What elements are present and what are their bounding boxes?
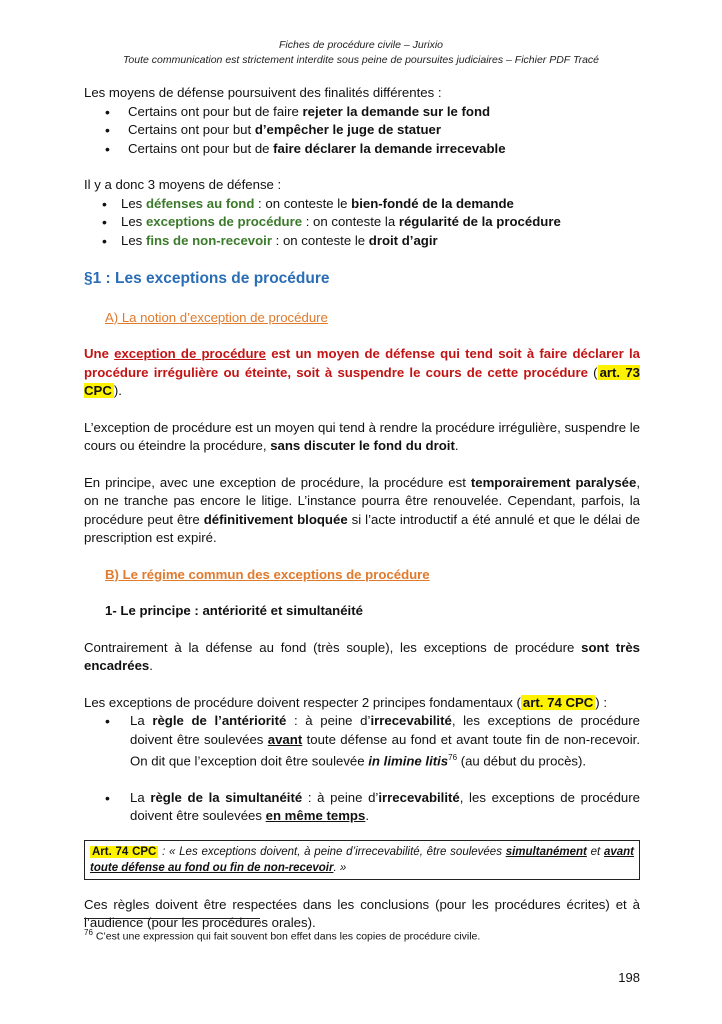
paragraph: Les moyens de défense poursuivent des finalités différentes : — [84, 85, 442, 100]
page-header — [0, 38, 722, 68]
list-item: • Les exceptions de procédure : on conteste la régularité de la procédure — [84, 213, 640, 232]
page-number: 198 — [618, 970, 640, 985]
paragraph: En principe, avec une exception de procédure, la procédure est temporairement paralysée, on ne tranche pas encore le litige. L’instance pourra être renouvelée. Cependant, parfois, la procédure peut être définitivement bloquée si l’acte introductif a été annulé et que le délai de prescription est expiré. — [84, 474, 640, 545]
page-body — [84, 84, 640, 933]
paragraph: Il y a donc 3 moyens de défense : — [84, 177, 282, 192]
paragraph: L’exception de procédure est un moyen qui tend à rendre la procédure irrégulière, suspendre le cours ou éteindre la procédure, sans discuter le fond du droit. — [84, 419, 640, 453]
list-item: • La règle de l’antériorité : à peine d’irrecevabilité, les exceptions de procédure doivent être soulevées avant toute défense au fond et avant toute fin de non-recevoir. On dit que l’exception doit être soulevée in limine litis$^{76}$ (au début du procès). — [84, 712, 640, 771]
header-title: Fiches de procédure civile – Jurixio — [279, 39, 443, 51]
footnote: $^{76}$ C’est une expression qui fait souvent bon effet dans les copies de procédure civile. — [84, 928, 481, 943]
subsection-title-a: A) La notion d’exception de procédure — [105, 309, 328, 325]
means-list — [84, 195, 640, 251]
paragraph: Ces règles doivent être respectées dans les conclusions (pour les procédures écrites) et à l’audience (pour les procédures orales). — [84, 896, 640, 931]
footnote-divider — [84, 918, 260, 919]
list-item: • Les fins de non-recevoir : on conteste le droit d’agir — [84, 232, 640, 251]
header-notice: Toute communication est strictement interdite sous peine de poursuites judiciaires – Fichier PDF Tracé — [122, 54, 600, 66]
list-item: • Certains ont pour but d’empêcher le juge de statuer — [84, 121, 640, 140]
list-item: • Les défenses au fond : on conteste le bien-fondé de la demande — [84, 195, 640, 214]
paragraph: Contrairement à la défense au fond (très souple), les exceptions de procédure sont très encadrées. — [84, 639, 640, 673]
list-item: • La règle de la simultanéité : à peine d’irrecevabilité, les exceptions de procédure doivent être soulevées en même temps. — [84, 789, 640, 826]
list-item: • Certains ont pour but de faire rejeter la demande sur le fond — [84, 103, 640, 122]
article-quote-box: Art. 74 CPC : « Les exceptions doivent, à peine d’irrecevabilité, être soulevées simultanément et avant toute défense au fond ou fin de non-recevoir. » — [84, 840, 640, 880]
rules-list — [84, 712, 640, 826]
definition-paragraph: Une exception de procédure est un moyen de défense qui tend soit à faire déclarer la procédure irrégulière ou éteinte, soit à suspendre le cours de cette procédure ( art. 73 CPC ). — [84, 346, 641, 398]
list-item: • Certains ont pour but de faire déclarer la demande irrecevable — [84, 140, 640, 159]
section-title: §1 : Les exceptions de procédure — [84, 270, 330, 287]
sub-heading: 1- Le principe : antériorité et simultanéité — [105, 603, 363, 618]
paragraph: Les exceptions de procédure doivent respecter 2 principes fondamentaux ( art. 74 CPC ) : — [84, 694, 608, 710]
subsection-title-b: B) Le régime commun des exceptions de procédure — [105, 566, 430, 582]
goals-list — [84, 103, 640, 159]
